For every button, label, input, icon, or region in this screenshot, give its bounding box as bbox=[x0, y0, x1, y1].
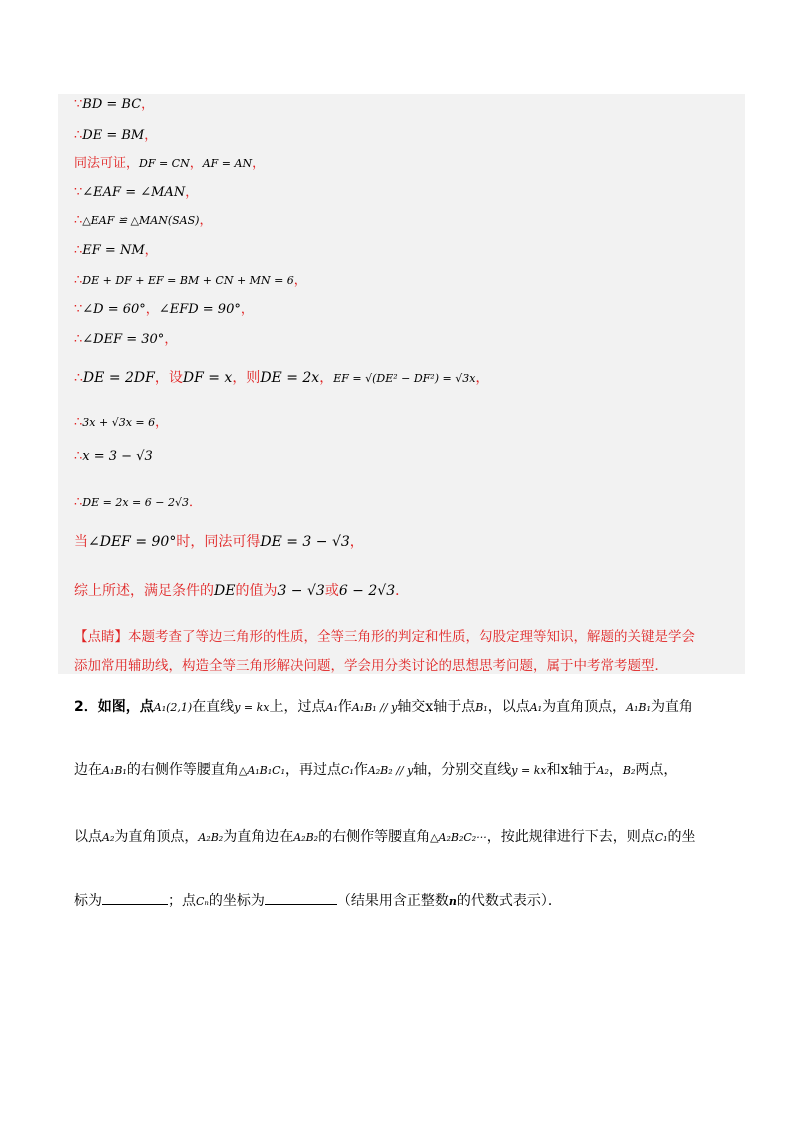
solution-line-7: ∴DE + DF + EF = BM + CN + MN = 6， bbox=[74, 273, 307, 288]
solution-line-5: ∴△EAF ≌ △MAN(SAS)， bbox=[74, 213, 213, 228]
answer-blank-1[interactable] bbox=[102, 890, 168, 905]
question-line-1: 2．如图，点A₁(2,1)在直线y = kx上，过点A₁作A₁B₁ // y轴交x轴于点B₁，以点A₁为直角顶点，A₁B₁为直角 bbox=[74, 699, 693, 715]
solution-line-3: 同法可证，DF = CN，AF = AN， bbox=[74, 156, 266, 171]
question-line-2: 边在A₁B₁的右侧作等腰直角△A₁B₁C₁，再过点C₁作A₂B₂ // y轴，分别交直线y = kx和x轴于A₂，B₂两点， bbox=[74, 762, 678, 778]
note-line-1: 【点睛】本题考查了等边三角形的性质，全等三角形的判定和性质，勾股定理等知识，解题的关键是学会 bbox=[74, 629, 695, 645]
solution-line-1: ∵BD = BC， bbox=[74, 97, 155, 112]
solution-line-10: ∴DE = 2DF，设DF = x，则DE = 2x，EF = √(DE² − DF²) = √3x， bbox=[74, 370, 490, 386]
solution-line-14: 当∠DEF = 90°时，同法可得DE = 3 − √3， bbox=[74, 534, 364, 550]
solution-line-8: ∵∠D = 60°，∠EFD = 90°， bbox=[74, 302, 254, 317]
note-line-2: 添加常用辅助线，构造全等三角形解决问题，学会用分类讨论的思想思考问题，属于中考常考题型． bbox=[74, 658, 668, 674]
solution-line-4: ∵∠EAF = ∠MAN， bbox=[74, 185, 199, 200]
answer-blank-2[interactable] bbox=[265, 890, 337, 905]
solution-line-13: ∴DE = 2x = 6 − 2√3． bbox=[74, 495, 202, 510]
solution-line-15: 综上所述，满足条件的DE的值为3 − √3或6 − 2√3． bbox=[74, 583, 410, 599]
solution-line-9: ∴∠DEF = 30°， bbox=[74, 332, 178, 347]
solution-line-12: ∴x = 3 − √3 bbox=[74, 449, 153, 464]
question-line-4: 标为 ；点Cₙ的坐标为 （结果用含正整数n的代数式表示）． bbox=[74, 890, 562, 912]
solution-line-11: ∴3x + √3x = 6， bbox=[74, 415, 169, 430]
question-line-3: 以点A₂为直角顶点，A₂B₂为直角边在A₂B₂的右侧作等腰直角△A₂B₂C₂···，按此规律进行下去，则点C₁的坐 bbox=[74, 829, 696, 845]
solution-line-6: ∴EF = NM， bbox=[74, 243, 158, 258]
solution-line-2: ∴DE = BM， bbox=[74, 128, 158, 143]
